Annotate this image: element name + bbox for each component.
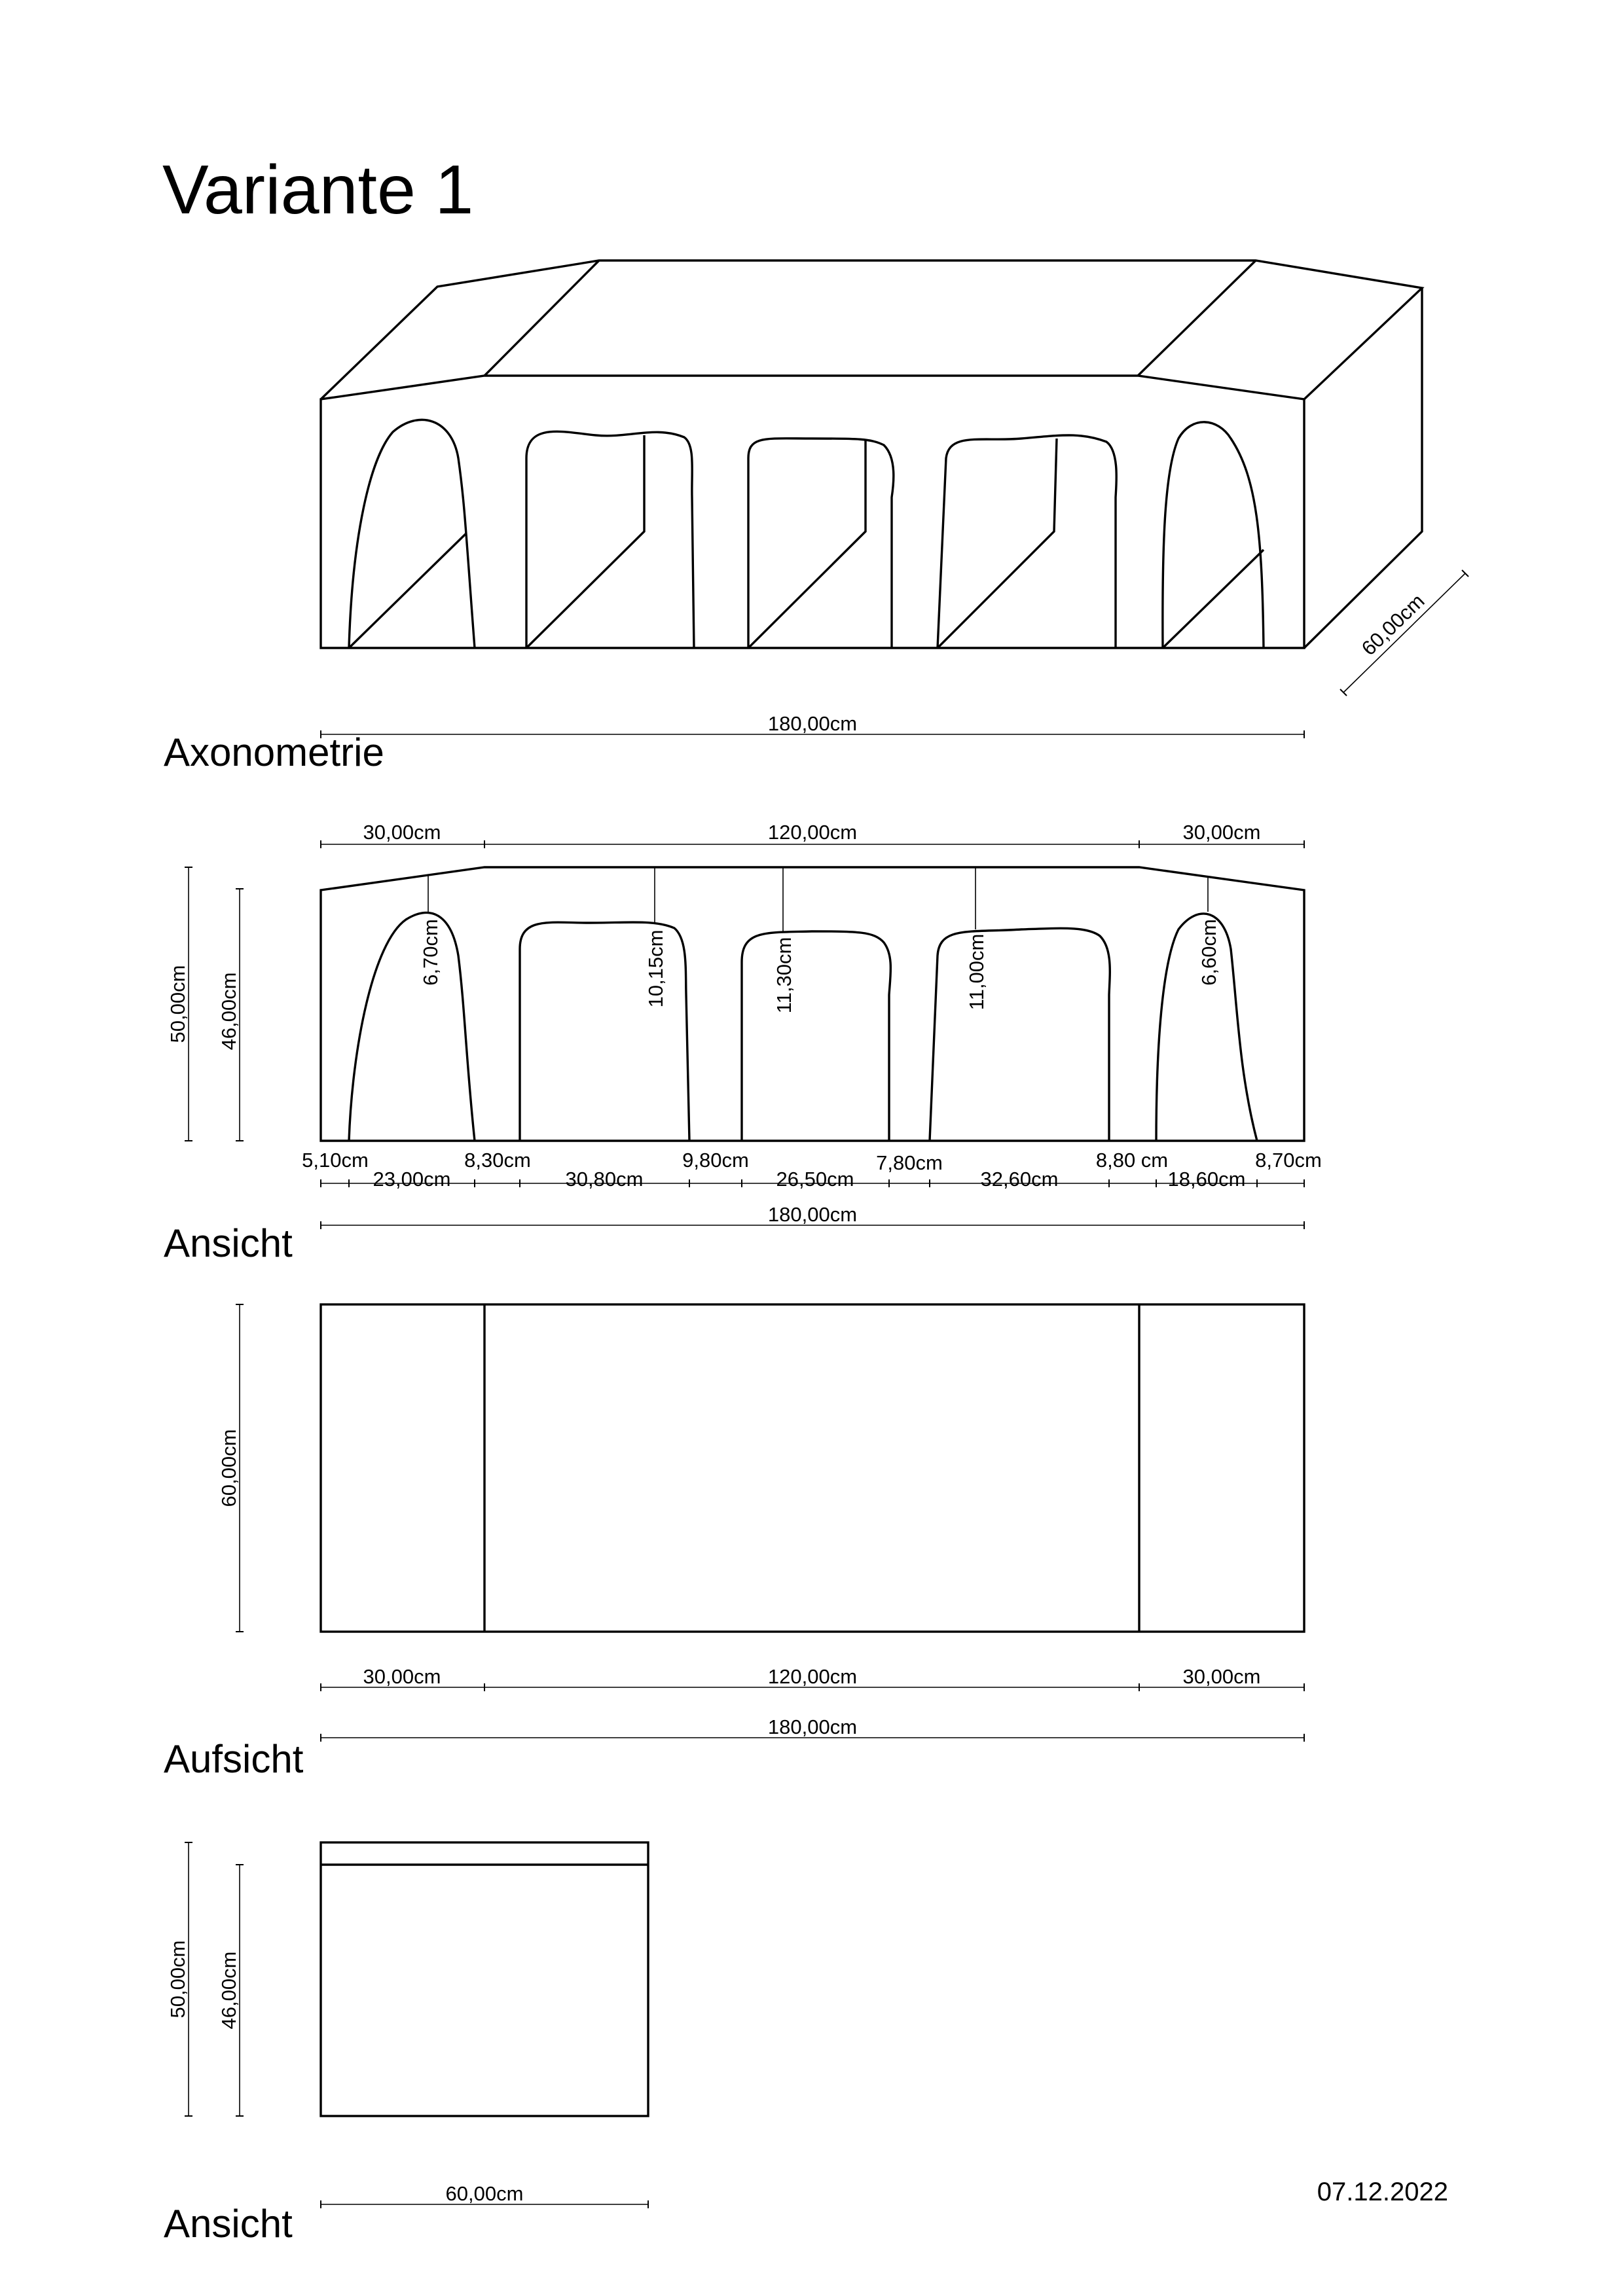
axon-top-face bbox=[321, 260, 1422, 399]
opening-width-2: 30,80cm bbox=[565, 1168, 644, 1191]
side-height-inner: 46,00cm bbox=[217, 1951, 240, 2030]
section-label-aufsicht: Aufsicht bbox=[164, 1737, 304, 1781]
post-width-1: 5,10cm bbox=[302, 1149, 369, 1172]
drawing-date: 07.12.2022 bbox=[1317, 2178, 1448, 2206]
axon-arch-5 bbox=[1163, 422, 1264, 648]
axon-depth-label: 60,00cm bbox=[1357, 589, 1429, 660]
drawing-title: Variante 1 bbox=[162, 151, 474, 228]
section-label-ansicht-side: Ansicht bbox=[164, 2202, 293, 2246]
front-height-total: 50,00cm bbox=[166, 965, 189, 1043]
side-height-total: 50,00cm bbox=[166, 1940, 189, 2018]
axon-front-face bbox=[321, 376, 1304, 648]
front-bottom-dimensions bbox=[302, 1149, 1322, 1229]
axon-arch-3-inner bbox=[748, 440, 866, 648]
post-width-2: 8,30cm bbox=[464, 1149, 531, 1172]
axon-arch-1-inner bbox=[349, 533, 466, 648]
section-label-ansicht-front: Ansicht bbox=[164, 1221, 293, 1265]
axonometric-view bbox=[321, 260, 1468, 738]
post-width-3: 9,80cm bbox=[682, 1149, 749, 1172]
axon-side-face bbox=[1304, 288, 1422, 648]
side-elevation bbox=[166, 1842, 648, 2208]
arch-rise-3: 11,30cm bbox=[773, 937, 795, 1014]
top-length-label: 180,00cm bbox=[767, 1715, 858, 1738]
axon-arch-2 bbox=[526, 431, 694, 648]
front-top-dimension bbox=[321, 821, 1304, 848]
front-length-label: 180,00cm bbox=[767, 1203, 858, 1226]
front-arches bbox=[349, 912, 1257, 1141]
axon-arch-4-inner bbox=[938, 439, 1057, 648]
top-length-dimension bbox=[321, 1715, 1304, 1742]
top-segment-dimension bbox=[321, 1665, 1304, 1691]
arch-rise-4: 11,00cm bbox=[965, 933, 988, 1011]
side-height-dimensions bbox=[166, 1842, 244, 2116]
front-top-seg-1: 30,00cm bbox=[363, 821, 441, 844]
axon-arch-3 bbox=[748, 439, 894, 648]
opening-width-3: 26,50cm bbox=[776, 1168, 854, 1191]
side-width-label: 60,00cm bbox=[445, 2182, 524, 2205]
axon-arch-2-inner bbox=[526, 435, 644, 648]
axon-arch-4 bbox=[938, 435, 1116, 648]
axon-arches bbox=[349, 420, 1264, 648]
front-top-seg-2: 120,00cm bbox=[767, 821, 858, 844]
arch-rise-5: 6,60cm bbox=[1197, 919, 1220, 986]
front-top-seg-3: 30,00cm bbox=[1182, 821, 1261, 844]
top-seg-2: 120,00cm bbox=[767, 1665, 858, 1688]
side-width-dimension bbox=[321, 2182, 648, 2208]
front-arch-rise-dimensions bbox=[419, 867, 1220, 1013]
top-view bbox=[217, 1304, 1304, 1742]
front-height-dimensions bbox=[166, 867, 244, 1141]
axon-arch-5-inner bbox=[1163, 550, 1264, 648]
top-seg-1: 30,00cm bbox=[363, 1665, 441, 1688]
axon-length-label: 180,00cm bbox=[767, 712, 858, 735]
opening-width-5: 18,60cm bbox=[1167, 1168, 1246, 1191]
post-width-5: 8,80 cm bbox=[1095, 1149, 1169, 1172]
front-arch-3 bbox=[742, 931, 890, 1141]
post-width-6: 8,70cm bbox=[1255, 1149, 1322, 1172]
opening-width-1: 23,00cm bbox=[373, 1168, 451, 1191]
section-label-axonometrie: Axonometrie bbox=[164, 730, 384, 774]
front-arch-1 bbox=[349, 912, 475, 1141]
front-height-inner: 46,00cm bbox=[217, 972, 240, 1050]
axon-arch-1 bbox=[349, 420, 475, 648]
axon-length-dimension bbox=[321, 712, 1304, 738]
top-outline bbox=[321, 1304, 1304, 1632]
axon-depth-dimension bbox=[1340, 570, 1468, 696]
arch-rise-1: 6,70cm bbox=[419, 919, 442, 986]
opening-width-4: 32,60cm bbox=[980, 1168, 1059, 1191]
front-arch-4 bbox=[930, 928, 1110, 1141]
front-elevation bbox=[166, 821, 1322, 1229]
post-width-4: 7,80cm bbox=[876, 1151, 943, 1174]
arch-rise-2: 10,15cm bbox=[644, 929, 667, 1008]
top-seg-3: 30,00cm bbox=[1182, 1665, 1261, 1688]
top-depth-dimension bbox=[217, 1304, 244, 1632]
side-outline bbox=[321, 1842, 648, 2116]
top-depth-label: 60,00cm bbox=[217, 1429, 240, 1507]
